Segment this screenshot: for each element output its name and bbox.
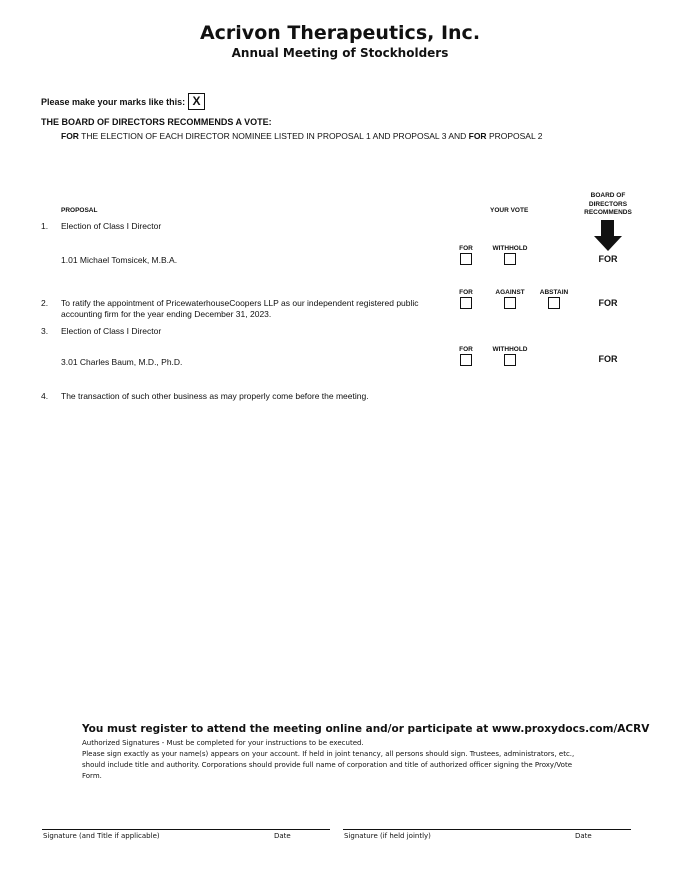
proposal-1-01-for-header: FOR [459, 245, 473, 252]
proposal-3-01-withhold-checkbox[interactable] [504, 354, 516, 366]
recommend-arrow-icon [601, 220, 614, 236]
signing-instructions-line3: Form. [82, 772, 102, 780]
rec-end: PROPOSAL 2 [486, 131, 543, 141]
proposal-2-abstain-header: ABSTAIN [539, 289, 569, 296]
proposal-3-title: Election of Class I Director [61, 326, 162, 336]
proposal-1-01-recommendation: FOR [598, 254, 618, 264]
signature-line-2[interactable] [343, 829, 631, 830]
nominee-3-01: 3.01 Charles Baum, M.D., Ph.D. [61, 357, 183, 367]
mark-example-box: X [188, 93, 205, 110]
proposal-2-against-checkbox[interactable] [504, 297, 516, 309]
proposal-1-01-for-checkbox[interactable] [460, 253, 472, 265]
proposal-2-recommendation: FOR [598, 298, 618, 308]
board-header-line3: RECOMMENDS [584, 209, 632, 216]
date-2-label: Date [575, 832, 592, 840]
proposal-3-number: 3. [41, 326, 49, 336]
proposal-2-against-header: AGAINST [495, 289, 525, 296]
board-header-line2: DIRECTORS [588, 200, 628, 208]
proposal-4-number: 4. [41, 391, 49, 401]
proposal-column-header: PROPOSAL [61, 207, 98, 214]
signature-line-1[interactable] [42, 829, 330, 830]
signature-2-label: Signature (if held jointly) [344, 832, 431, 840]
board-recommends-column-header [578, 192, 638, 218]
date-1-label: Date [274, 832, 291, 840]
proposal-2-for-checkbox[interactable] [460, 297, 472, 309]
proposal-3-01-for-checkbox[interactable] [460, 354, 472, 366]
company-title: Acrivon Therapeutics, Inc. [199, 22, 481, 44]
rec-middle: THE ELECTION OF EACH DIRECTOR NOMINEE LISTED IN PROPOSAL 1 AND PROPOSAL 3 AND [78, 131, 469, 141]
proposal-3-01-withhold-header: WITHHOLD [492, 346, 528, 353]
marks-instruction: Please make your marks like this: [41, 97, 186, 107]
signing-instructions-line2: should include title and authority. Corporations should provide full name of corporation and title of authorized officer signing the Proxy/Vote [82, 761, 573, 769]
board-recommendation-line [61, 131, 542, 141]
proposal-1-01-withhold-header: WITHHOLD [492, 245, 528, 252]
recommend-arrow-head-icon [594, 236, 622, 251]
proposal-1-title: Election of Class I Director [61, 221, 162, 231]
signature-1-label: Signature (and Title if applicable) [43, 832, 160, 840]
board-header-line1: BOARD OF [590, 192, 626, 199]
proposal-1-number: 1. [41, 221, 49, 231]
proposal-3-01-for-header: FOR [459, 346, 473, 353]
rec-for-2: FOR [468, 131, 487, 141]
rec-for-1: FOR [61, 131, 79, 141]
proposal-3-01-recommendation: FOR [598, 354, 618, 364]
proposal-2-line2: accounting firm for the year ending December 31, 2023. [61, 309, 272, 319]
proposal-4-title: The transaction of such other business as may properly come before the meeting. [61, 391, 369, 401]
signing-instructions-line1: Please sign exactly as your name(s) appears on your account. If held in joint tenancy, all persons should sign. Trustees, administrators, etc., [82, 750, 575, 758]
proposal-2-line1: To ratify the appointment of PricewaterhouseCoopers LLP as our independent registered public [61, 298, 419, 308]
proposal-1-01-withhold-checkbox[interactable] [504, 253, 516, 265]
meeting-subtitle: Annual Meeting of Stockholders [231, 46, 449, 60]
authorized-signatures-note: Authorized Signatures - Must be completed for your instructions to be executed. [82, 739, 364, 747]
register-notice: You must register to attend the meeting online and/or participate at www.proxydocs.com/ACRV [82, 723, 650, 735]
nominee-1-01: 1.01 Michael Tomsicek, M.B.A. [61, 255, 178, 265]
your-vote-column-header: YOUR VOTE [490, 207, 529, 214]
proposal-2-abstain-checkbox[interactable] [548, 297, 560, 309]
proposal-2-number: 2. [41, 298, 49, 308]
proposal-2-for-header: FOR [459, 289, 473, 296]
board-recommends-heading: THE BOARD OF DIRECTORS RECOMMENDS A VOTE: [41, 117, 272, 127]
